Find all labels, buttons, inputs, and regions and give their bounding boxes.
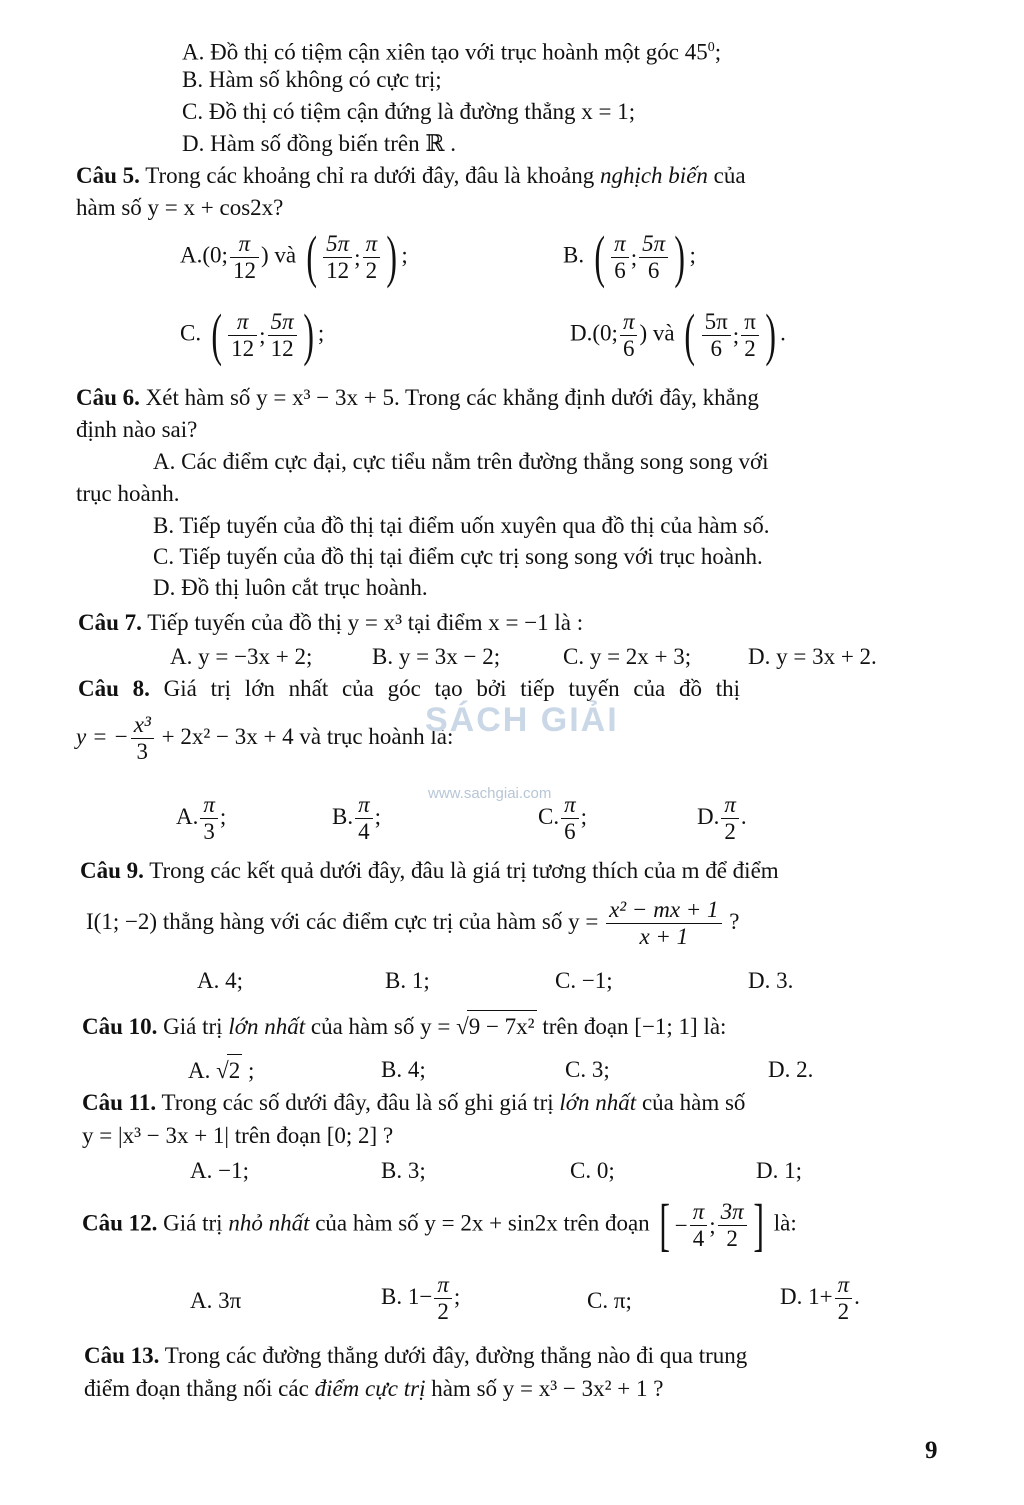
numerator: π — [561, 792, 579, 819]
q11-stem — [82, 1087, 745, 1118]
question-emphasis: điểm cực trị — [314, 1376, 426, 1401]
sqrt-radicand: 9 − 7x² — [467, 1010, 537, 1042]
option-letter: C. — [538, 803, 560, 829]
q4-option-d — [182, 128, 456, 159]
fraction — [835, 1272, 853, 1325]
option-letter: C. — [182, 99, 204, 124]
option-end: . — [854, 1283, 860, 1309]
fraction — [702, 309, 731, 362]
q10-option-d: D. 2. — [768, 1057, 814, 1082]
numerator: x² − mx + 1 — [606, 897, 721, 924]
option-text: Đồ thị có tiệm cận xiên tạo với trục hoành một góc 45 — [210, 39, 708, 65]
question-label: Câu 6. — [76, 385, 140, 410]
question-text: của hàm số — [636, 1090, 746, 1115]
q11-option-d: D. 1; — [756, 1158, 802, 1183]
denominator: 3 — [136, 739, 149, 764]
numerator: 5π — [702, 309, 731, 336]
q11-option-a: A. −1; — [190, 1158, 249, 1183]
q5-stem-line2: hàm số y = x + cos2x? — [76, 195, 284, 220]
option-text: (0; — [202, 242, 228, 268]
option-letter: B. — [563, 242, 585, 268]
option-text: ) và — [639, 320, 675, 346]
question-text: I(1; −2) thẳng hàng với các điểm cực trị của hàm số y = — [86, 908, 599, 934]
denominator: 2 — [365, 257, 378, 283]
option-letter: B. — [332, 803, 354, 829]
option-end: ; — [374, 803, 382, 829]
numerator: π — [200, 792, 218, 819]
q10-option-a — [188, 1054, 254, 1086]
fraction — [434, 1272, 452, 1325]
option-end: ; — [401, 242, 408, 268]
q7-option-d: D. y = 3x + 2. — [748, 644, 877, 669]
interval: ( $\frac{5\pi}{6}$ ; $\frac{\pi}{2}$ ) — [684, 302, 776, 367]
q4-option-c — [182, 96, 635, 127]
q8-option-b — [332, 792, 381, 845]
option-letter: A. — [176, 803, 199, 829]
interval: ( $\frac{5\pi}{12}$ ; $\frac{\pi}{2}$ ) — [306, 224, 398, 289]
option-letter: D. — [182, 131, 205, 156]
q12-option-c: C. π; — [587, 1288, 632, 1313]
question-text: Trong các số dưới đây, đâu là số ghi giá trị — [156, 1090, 560, 1115]
denominator: 2 — [437, 1299, 449, 1324]
option-end: ; — [242, 1058, 255, 1083]
denominator: 12 — [326, 257, 350, 283]
question-text: Trong các khoảng chỉ ra dưới đây, đâu là khoảng — [139, 163, 600, 188]
fraction — [639, 231, 668, 284]
question-text: là: — [768, 1210, 797, 1236]
fraction — [131, 712, 154, 765]
denominator: 12 — [270, 335, 294, 361]
denominator: 2 — [744, 335, 756, 361]
q4-option-b — [182, 64, 442, 95]
q5-option-b — [563, 224, 696, 289]
q9-option-a: A. 4; — [197, 968, 243, 993]
numerator: π — [363, 231, 381, 258]
option-letter: A. — [180, 242, 203, 268]
question-text: của — [707, 163, 746, 188]
q10-option-b: B. 4; — [381, 1057, 426, 1082]
q13-stem — [84, 1340, 747, 1371]
q10-stem — [82, 1010, 726, 1042]
option-end: . — [780, 320, 786, 346]
numerator: π — [228, 309, 257, 336]
question-emphasis: nhỏ nhất — [228, 1210, 310, 1236]
numerator: π — [434, 1272, 452, 1299]
question-text: Giá trị — [157, 1210, 229, 1236]
q8-option-d — [697, 792, 747, 845]
q6-option-a-line2: trục hoành. — [76, 481, 180, 506]
denominator: 6 — [647, 257, 660, 283]
fraction — [741, 309, 759, 362]
q5-option-d — [570, 302, 786, 367]
option-end: . — [740, 803, 747, 829]
q9-stem-line2 — [86, 897, 740, 950]
watermark-logo: SÁCH GIẢI — [425, 701, 619, 739]
option-letter: D. 1+ — [780, 1283, 833, 1309]
question-text: Giá trị lớn nhất của góc tạo bởi tiếp tuyến của đồ thị — [149, 676, 741, 701]
option-letter: B. — [182, 67, 204, 92]
q11-option-c: C. 0; — [570, 1158, 615, 1183]
question-label: Câu 10. — [82, 1014, 158, 1039]
option-letter: A. — [188, 1058, 217, 1083]
fraction — [718, 1199, 747, 1252]
question-text: ? — [723, 908, 740, 934]
question-text: của hàm số y = 2x + sin2x trên đoạn — [309, 1210, 650, 1236]
question-text: Xét hàm số y = x³ − 3x + 5. Trong các khẳng định dưới đây, khẳng — [139, 385, 759, 410]
question-text: Giá trị — [157, 1014, 229, 1039]
q5-stem — [76, 160, 746, 191]
sqrt-icon: √ — [216, 1058, 229, 1083]
q7-stem — [78, 607, 583, 638]
denominator: 12 — [232, 257, 256, 283]
option-text: (0; — [592, 320, 618, 346]
denominator: 2 — [726, 1225, 738, 1251]
q12-option-a: A. 3π — [190, 1288, 242, 1313]
fraction — [620, 309, 638, 362]
question-text: trên đoạn [−1; 1] là: — [536, 1014, 727, 1039]
option-text: ) và — [260, 242, 297, 268]
option-letter: B. 1− — [381, 1283, 433, 1309]
q10-option-c: C. 3; — [565, 1057, 610, 1082]
interval: [ − $\frac{\pi}{4}$ ; $\frac{3\pi}{2}$ ] — [659, 1192, 764, 1257]
q9-option-b: B. 1; — [385, 968, 430, 993]
numerator: π — [611, 231, 629, 258]
q8-equation — [76, 712, 453, 765]
fraction — [230, 231, 259, 284]
fraction — [200, 792, 218, 845]
q8-option-c — [538, 792, 587, 845]
q8-option-a — [176, 792, 226, 845]
q6-option-c: C. Tiếp tuyến của đồ thị tại điểm cực trị song song với trục hoành. — [153, 544, 763, 569]
option-letter: D. — [570, 320, 593, 346]
numerator: π — [690, 1199, 708, 1226]
fraction — [606, 897, 721, 950]
fraction — [721, 792, 739, 845]
q6-stem-line2: định nào sai? — [76, 417, 198, 442]
q6-option-b: B. Tiếp tuyến của đồ thị tại điểm uốn xuyên qua đồ thị của hàm số. — [153, 513, 770, 538]
watermark-url: www.sachgiai.com — [428, 785, 552, 802]
q8-stem — [78, 673, 740, 704]
question-label: Câu 11. — [82, 1090, 157, 1115]
q6-option-d: D. Đồ thị luôn cắt trục hoành. — [153, 575, 428, 600]
q7-option-c: C. y = 2x + 3; — [563, 644, 692, 669]
option-text: Hàm số không có cực trị; — [208, 67, 442, 92]
question-label: Câu 5. — [76, 163, 140, 188]
question-emphasis: nghịch biến — [599, 163, 708, 188]
interval: ( $\frac{\pi}{12}$ ; $\frac{5\pi}{12}$ ) — [211, 302, 314, 367]
question-text: hàm số y = x³ − 3x² + 1 ? — [425, 1376, 664, 1401]
option-text: Đồ thị có tiệm cận đứng là đường thẳng x = 1; — [208, 99, 636, 124]
question-label: Câu 9. — [80, 858, 144, 883]
fraction — [323, 231, 352, 284]
numerator: 5π — [639, 231, 668, 258]
option-end: ; — [689, 242, 696, 268]
option-end: ; — [580, 803, 588, 829]
fraction — [611, 231, 629, 284]
question-label: Câu 8. — [78, 676, 150, 701]
fraction — [363, 231, 381, 284]
numerator: π — [741, 309, 759, 336]
numerator: π — [355, 792, 373, 819]
page-number: 9 — [925, 1437, 938, 1464]
denominator: 2 — [724, 819, 736, 844]
denominator: x + 1 — [639, 924, 689, 949]
denominator: 4 — [358, 819, 370, 844]
option-letter: D. — [697, 803, 720, 829]
option-end: ; — [219, 803, 227, 829]
numerator: x³ — [131, 712, 154, 739]
q7-option-b: B. y = 3x − 2; — [372, 644, 501, 669]
question-text: Trong các kết quả dưới đây, đâu là giá trị tương thích của m để điểm — [143, 858, 779, 883]
q9-option-c: C. −1; — [555, 968, 613, 993]
option-letter: A. — [182, 39, 205, 65]
q5-option-c — [180, 302, 325, 367]
degree-sup: 0 — [707, 40, 715, 55]
q7-option-a: A. y = −3x + 2; — [170, 644, 313, 669]
option-text: Hàm số đồng biến trên ℝ . — [210, 131, 457, 156]
q6-stem — [76, 382, 759, 413]
q9-stem — [80, 855, 779, 886]
q11-option-b: B. 3; — [381, 1158, 426, 1183]
question-emphasis: lớn nhất — [228, 1014, 306, 1039]
option-end: ; — [714, 39, 722, 65]
sqrt-icon: √ — [456, 1014, 469, 1039]
option-end: ; — [317, 320, 325, 346]
question-label: Câu 13. — [84, 1343, 160, 1368]
fraction — [561, 792, 579, 845]
denominator: 6 — [622, 335, 635, 361]
q5-option-a — [180, 224, 408, 289]
fraction — [228, 309, 257, 362]
fraction — [690, 1199, 708, 1252]
denominator: 6 — [614, 257, 626, 283]
denominator: 12 — [231, 335, 255, 361]
question-text: của hàm số y = — [305, 1014, 457, 1039]
numerator: 3π — [718, 1199, 747, 1226]
question-label: Câu 7. — [78, 610, 142, 635]
sqrt-radicand: 2 — [227, 1054, 243, 1086]
denominator: 2 — [837, 1299, 850, 1324]
q12-stem — [82, 1192, 797, 1257]
numerator: π — [230, 231, 259, 258]
denominator: 6 — [710, 335, 722, 361]
q11-stem-line2: y = |x³ − 3x + 1| trên đoạn [0; 2] ? — [82, 1123, 394, 1148]
fraction — [268, 309, 297, 362]
q6-option-a: A. Các điểm cực đại, cực tiểu nằm trên đường thẳng song song với — [153, 449, 769, 474]
question-text: Tiếp tuyến của đồ thị y = x³ tại điểm x = −1 là : — [141, 610, 584, 635]
numerator: π — [721, 792, 739, 819]
denominator: 3 — [203, 819, 215, 844]
equation-text: + 2x² − 3x + 4 và trục hoành là: — [155, 723, 454, 749]
question-text: Trong các đường thẳng dưới đây, đường thẳng nào đi qua trung — [159, 1343, 748, 1368]
denominator: 4 — [692, 1225, 705, 1251]
question-label: Câu 12. — [82, 1210, 158, 1236]
numerator: 5π — [323, 231, 352, 258]
q9-option-d: D. 3. — [748, 968, 794, 993]
q12-option-d — [780, 1272, 860, 1325]
equation-text: y = − — [76, 723, 129, 749]
option-letter: C. — [180, 320, 202, 346]
numerator: π — [620, 309, 638, 336]
interval: ( $\frac{\pi}{6}$ ; $\frac{5\pi}{6}$ ) — [594, 224, 686, 289]
fraction — [355, 792, 373, 845]
question-text: điểm đoạn thẳng nối các — [84, 1376, 315, 1401]
question-emphasis: lớn nhất — [559, 1090, 637, 1115]
q13-stem-line2 — [84, 1373, 663, 1404]
numerator: 5π — [268, 309, 297, 336]
numerator: π — [835, 1272, 853, 1299]
denominator: 6 — [564, 819, 576, 844]
q12-option-b — [381, 1272, 460, 1325]
option-end: ; — [453, 1283, 461, 1309]
q4-option-a — [182, 32, 721, 68]
